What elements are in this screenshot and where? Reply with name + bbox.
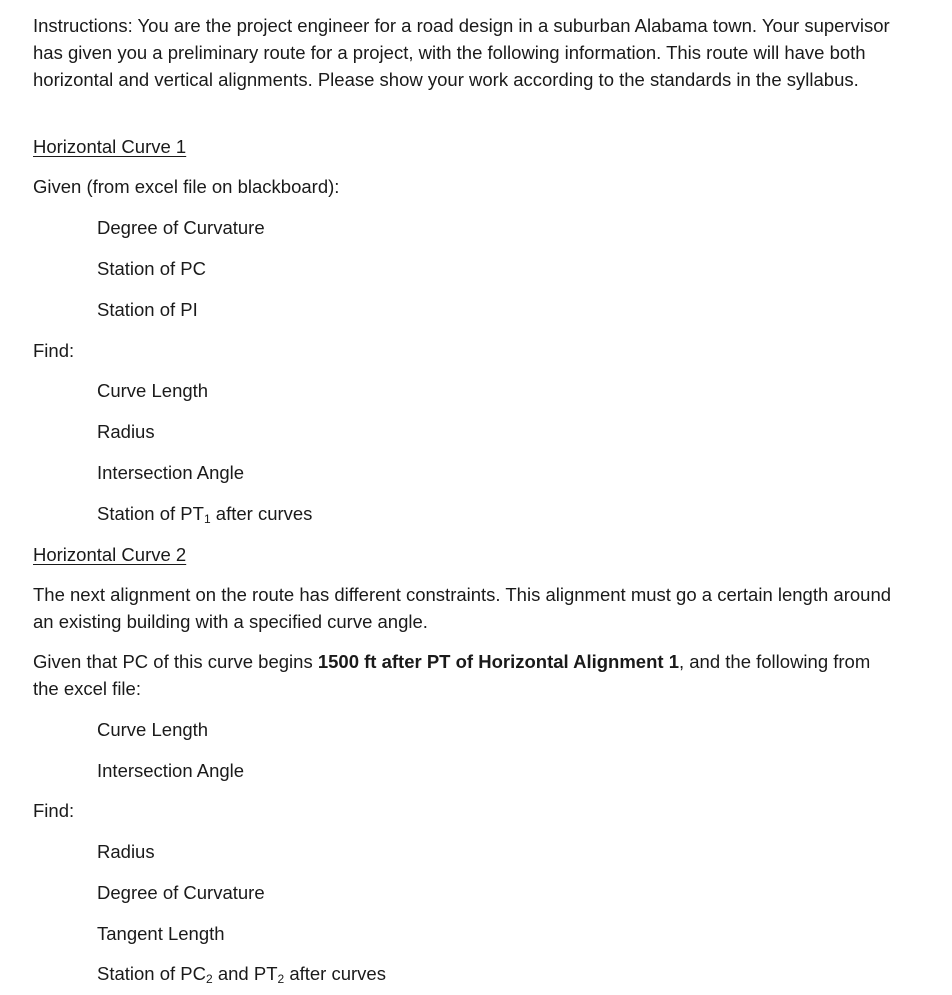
curve2-given-intersection-angle: Intersection Angle — [97, 760, 245, 781]
curve2-description: The next alignment on the route has different constraints. This alignment must go a certain length around an existing building with a specified curve angle. — [33, 584, 892, 632]
curve2-heading: Horizontal Curve 2 — [33, 544, 187, 565]
curve1-find-station-pt: Station of $PT_1$ after curves — [97, 503, 313, 526]
curve1-find-radius: Radius — [97, 421, 155, 442]
curve2-find-degree-of-curvature: Degree of Curvature — [97, 882, 265, 903]
curve1-given-station-of-pi: Station of PI — [97, 299, 198, 320]
curve2-given-curve-length: Curve Length — [97, 719, 209, 740]
curve2-find-tangent-length: Tangent Length — [97, 923, 225, 944]
curve1-heading: Horizontal Curve 1 — [33, 136, 187, 157]
curve1-find-intersection-angle: Intersection Angle — [97, 462, 245, 483]
instructions-paragraph: Instructions: You are the project engineer for a road design in a suburban Alabama town. Your supervisor has given you a preliminary route for a project, with the following information. This route will have both horizontal and vertical alignments. Please show your work according to the standards in the syllabus. — [33, 15, 890, 90]
curve1-find-label: Find: — [33, 340, 75, 361]
curve1-given-label: Given (from excel file on blackboard): — [33, 176, 340, 197]
curve2-find-label: Find: — [33, 800, 75, 821]
curve1-find-curve-length: Curve Length — [97, 380, 209, 401]
curve1-given-station-of-pc: Station of PC — [97, 258, 207, 279]
curve1-given-degree-of-curvature: Degree of Curvature — [97, 217, 265, 238]
curve2-given-paragraph: Given that PC of this curve begins 1500 ft after PT of Horizontal Alignment 1, and the following from the excel file: — [33, 651, 871, 699]
curve2-find-station-pc-pt: Station of $PC_2$ and $PT_2$ after curves — [97, 963, 386, 986]
curve2-find-radius: Radius — [97, 841, 155, 862]
